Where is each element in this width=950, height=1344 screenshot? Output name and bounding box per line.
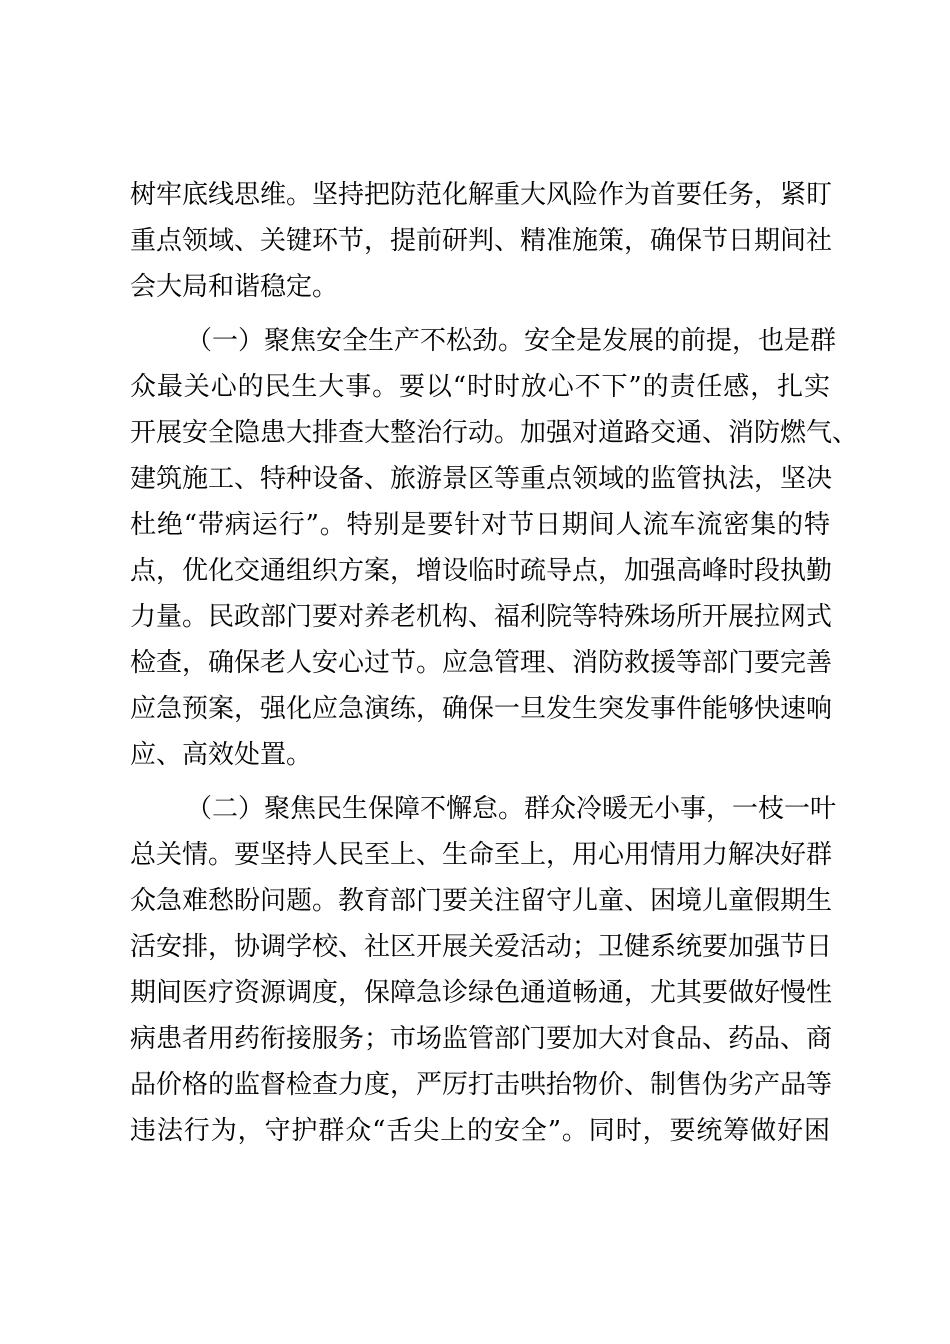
text-line: 应急预案，强化应急演练，确保一旦发生突发事件能够快速响 [130, 694, 833, 724]
text-line: 病患者用药衔接服务；市场监管部门要加大对食品、药品、商 [130, 1024, 833, 1054]
text-line: 杜绝“带病运行”。特别是要针对节日期间人流车流密集的特 [130, 510, 830, 540]
text-line: 众急难愁盼问题。教育部门要关注留守儿童、困境儿童假期生 [130, 886, 833, 916]
document-page [130, 0, 859, 1344]
text-line: 建筑施工、特种设备、旅游景区等重点领域的监管执法，坚决 [130, 464, 833, 494]
text-line: 违法行为，守护群众“舌尖上的安全”。同时，要统筹做好困 [130, 1116, 830, 1146]
section-heading-line: （一）聚焦安全生产不松劲。安全是发展的前提，也是群 [186, 326, 837, 356]
text-line: 活安排，协调学校、社区开展关爱活动；卫健系统要加强节日 [130, 932, 833, 962]
section-heading-line: （二）聚焦民生保障不懈怠。群众冷暖无小事，一枝一叶 [186, 794, 837, 824]
text-line: 树牢底线思维。坚持把防范化解重大风险作为首要任务，紧盯 [130, 180, 833, 210]
text-line: 重点领域、关键环节，提前研判、精准施策，确保节日期间社 [130, 226, 833, 256]
text-line: 力量。民政部门要对养老机构、福利院等特殊场所开展拉网式 [130, 602, 833, 632]
text-line: 应、高效处置。 [130, 740, 313, 770]
text-line: 总关情。要坚持人民至上、生命至上，用心用情用力解决好群 [130, 840, 833, 870]
text-line: 品价格的监督检查力度，严厉打击哄抬物价、制售伪劣产品等 [130, 1070, 833, 1100]
text-line: 检查，确保老人安心过节。应急管理、消防救援等部门要完善 [130, 648, 833, 678]
text-line: 会大局和谐稳定。 [130, 272, 339, 302]
text-line: 点，优化交通组织方案，增设临时疏导点，加强高峰时段执勤 [130, 556, 833, 586]
text-line: 众最关心的民生大事。要以“时时放心不下”的责任感，扎实 [130, 372, 830, 402]
text-line: 开展安全隐患大排查大整治行动。加强对道路交通、消防燃气、 [130, 418, 859, 448]
text-line: 期间医疗资源调度，保障急诊绿色通道畅通，尤其要做好慢性 [130, 978, 833, 1008]
